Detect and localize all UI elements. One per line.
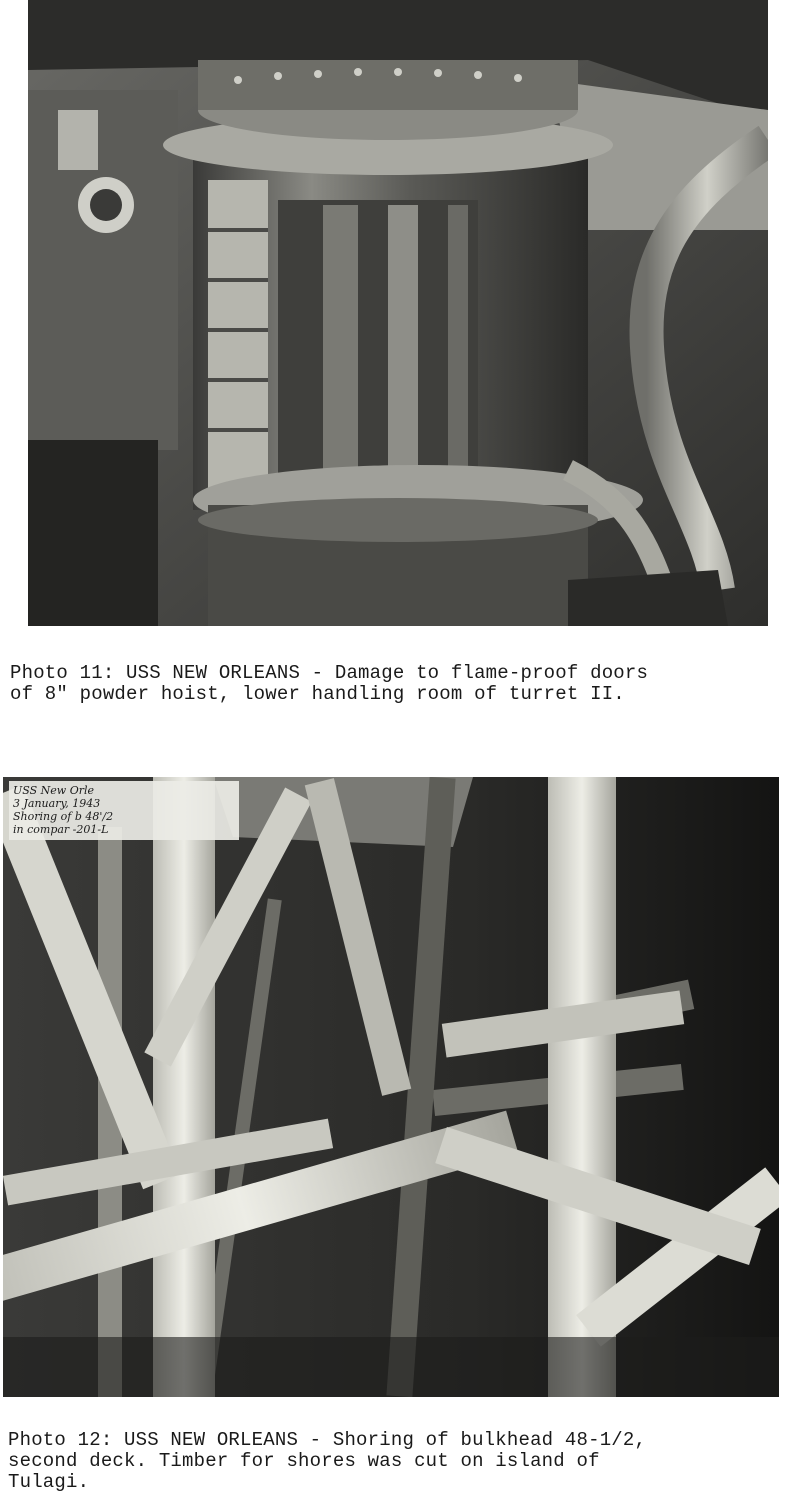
photo-11-caption: Photo 11: USS NEW ORLEANS - Damage to flame-proof doors of 8" powder hoist, lower handling room of turret II. (10, 662, 649, 705)
photo-12-bulkhead-shoring (3, 777, 779, 1397)
photo-12-caption: Photo 12: USS NEW ORLEANS - Shoring of bulkhead 48-1/2, second deck. Timber for shores was cut on island of Tulagi. (8, 1429, 647, 1493)
handwritten-photo-label: USS New Orle 3 January, 1943 Shoring of b 48'/2 in compar -201-L (9, 781, 239, 840)
photo-11-powder-hoist-damage (28, 0, 768, 626)
